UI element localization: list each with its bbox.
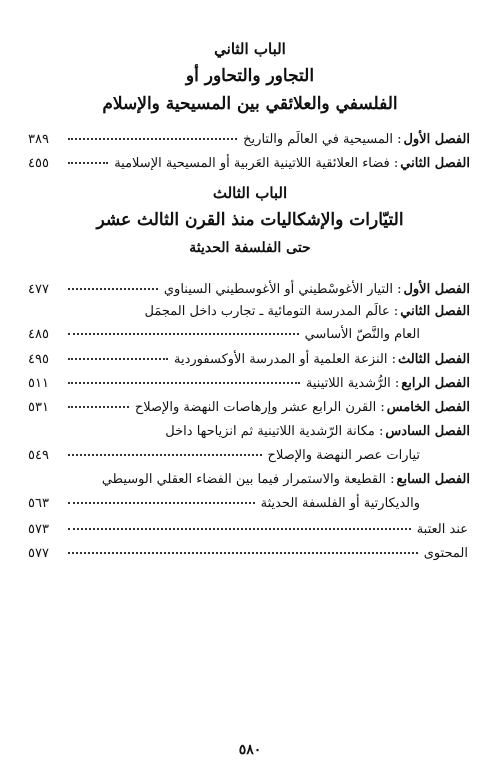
chapter-title: : عالَم المدرسة التومائية ـ تجارب داخل المجمَل xyxy=(144,304,399,319)
page-number: ٥٣١ xyxy=(28,400,49,415)
chapter-label: الفصل الرابع xyxy=(401,376,470,391)
chapter-title: : فضاء العلائقية اللاتينية العَربية أو المسيحية الإسلامية xyxy=(114,156,399,171)
toc-entry-part3-chapter2-cont xyxy=(28,327,470,347)
toc-entry-part3-chapter1 xyxy=(28,282,470,302)
chapter-title: : القرن الرابع عشر وإرهاصات النهضة والإصلاح xyxy=(134,400,385,415)
chapter-label: الفصل الثاني xyxy=(400,156,470,171)
toc-entry-part3-chapter2 xyxy=(28,304,470,324)
part2-label: الباب الثاني xyxy=(214,40,286,58)
chapter-title: : المسيحية في العالَم والتاريخ xyxy=(243,132,402,147)
dot-leader xyxy=(68,161,108,164)
part3-title-line2: حتى الفلسفة الحديثة xyxy=(189,240,311,256)
chapter-title: : النزعة العلمية أو المدرسة الأوكسفوردية xyxy=(174,352,397,367)
page-number: ٤٥٥ xyxy=(28,156,49,171)
part2-title-line2: الفلسفي والعلائقي بين المسيحية والإسلام xyxy=(102,94,398,114)
chapter-label: الفصل السادس xyxy=(385,424,470,439)
page-number: ٥٧٧ xyxy=(28,546,49,561)
page-number: ٣٨٩ xyxy=(28,132,49,147)
toc-entry-part3-chapter4 xyxy=(28,376,470,396)
toc-entry-part3-chapter6 xyxy=(28,424,470,444)
dot-leader xyxy=(68,357,168,360)
toc-entry-part2-chapter1 xyxy=(28,132,470,152)
dot-leader xyxy=(68,527,411,530)
page-number: ٤٨٥ xyxy=(28,327,49,342)
dot-leader xyxy=(68,453,262,456)
page-number: ٥١١ xyxy=(28,376,49,391)
entry-title: المحتوى xyxy=(423,546,468,561)
dot-leader xyxy=(68,501,255,504)
dot-leader xyxy=(68,137,237,140)
chapter-label: الفصل الثالث xyxy=(398,352,470,367)
chapter-title-continued: العام والنَّصّ الأساسي xyxy=(304,327,420,342)
toc-entry-part3-chapter3 xyxy=(28,352,470,372)
chapter-title: : مكانة الرّشدية اللاتينية ثم انزياحها داخل xyxy=(165,424,384,439)
chapter-label: الفصل الأول xyxy=(403,132,470,147)
toc-entry-part3-chapter6-cont xyxy=(28,448,470,468)
chapter-label: الفصل الثاني xyxy=(400,304,470,319)
page-number: ٥٧٣ xyxy=(28,522,49,537)
toc-entry-threshold xyxy=(28,522,470,542)
toc-entry-part3-chapter7 xyxy=(28,472,470,492)
chapter-title: : التيار الأغوسْطيني أو الأغوسطيني السيناوي xyxy=(163,282,402,297)
chapter-title-continued: والديكارتية أو الفلسفة الحديثة xyxy=(260,496,420,511)
toc-entry-contents xyxy=(28,546,470,566)
dot-leader xyxy=(68,551,418,554)
page-folio: ٥٨٠ xyxy=(238,742,262,758)
page-number: ٥٤٩ xyxy=(28,448,49,463)
chapter-title-continued: تيارات عصر النهضة والإصلاح xyxy=(267,448,420,463)
dot-leader xyxy=(68,381,300,384)
dot-leader xyxy=(68,332,299,335)
toc-entry-part3-chapter5 xyxy=(28,400,470,420)
chapter-label: الفصل الخامس xyxy=(386,400,470,415)
dot-leader xyxy=(68,287,158,290)
dot-leader xyxy=(68,405,129,408)
chapter-title: : القطيعة والاستمرار فيما بين الفضاء العقلي الوسيطي xyxy=(101,472,395,487)
entry-title: عند العتبة xyxy=(416,522,468,537)
page-number: ٤٧٧ xyxy=(28,282,49,297)
part3-label: الباب الثالث xyxy=(212,184,288,202)
page-number: ٥٦٣ xyxy=(28,496,49,511)
chapter-label: الفصل السابع xyxy=(396,472,470,487)
part3-title-line1: التيّارات والإشكاليات منذ القرن الثالث عشر xyxy=(96,210,404,230)
toc-entry-part2-chapter2 xyxy=(28,156,470,176)
page-number: ٤٩٥ xyxy=(28,352,49,367)
chapter-title: : الرُّشدية اللاتينية xyxy=(305,376,400,391)
part2-title-line1: التجاور والتحاور أو xyxy=(185,66,315,86)
chapter-label: الفصل الأول xyxy=(403,282,470,297)
toc-entry-part3-chapter7-cont xyxy=(28,496,470,516)
